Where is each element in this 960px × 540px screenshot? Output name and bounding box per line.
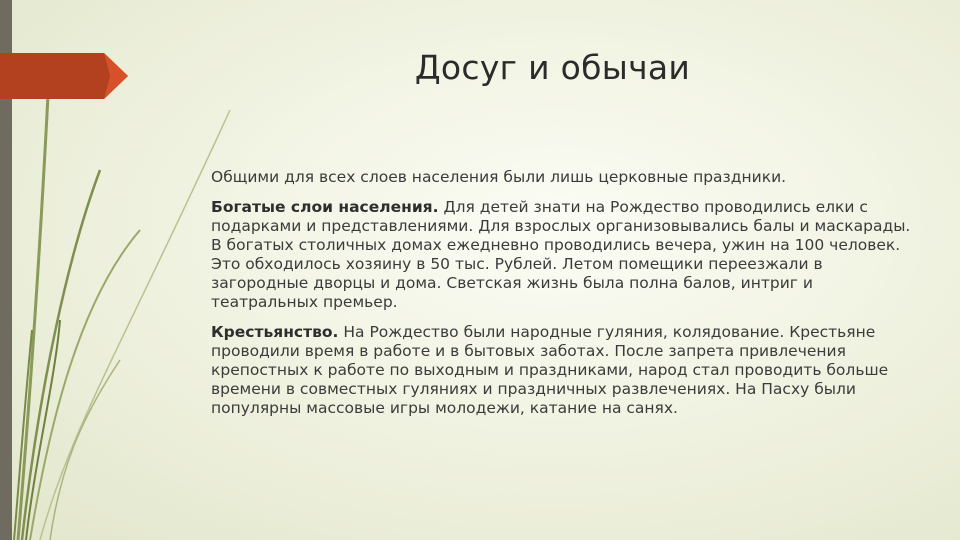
paragraph-text: Общими для всех слоев населения были лишь церковные праздники. xyxy=(211,168,787,186)
paragraph-text: На Рождество были народные гуляния, колядование. Крестьяне проводили время в работе и в бытовых заботах. После запрета привлечения крепостных к работе по выходным и праздниками, народ стал проводить больше времени в совместных гуляниях и праздничных развлечениях. На Пасху были популярны массовые игры молодежи, катание на санях. xyxy=(211,323,889,417)
paragraph-nobility xyxy=(211,198,911,312)
paragraph-heading: Крестьянство. xyxy=(211,323,339,341)
paragraph-text: Для детей знати на Рождество проводились елки с подарками и представлениями. Для взрослых организовывались балы и маскарады. В богатых столичных домах ежедневно проводились вечера, ужин на 100 человек. Это обходилось хозяину в 50 тыс. Рублей. Летом помещики переезжали в загородные дворцы и дома. Светская жизнь была полна балов, интриг и театральных премьер. xyxy=(211,198,911,311)
paragraph-peasantry xyxy=(211,323,911,418)
slide-content xyxy=(211,168,911,429)
paragraph-heading: Богатые слои населения. xyxy=(211,198,439,216)
slide-title: Досуг и обычаи xyxy=(414,48,691,87)
paragraph-church-holidays xyxy=(211,168,911,187)
